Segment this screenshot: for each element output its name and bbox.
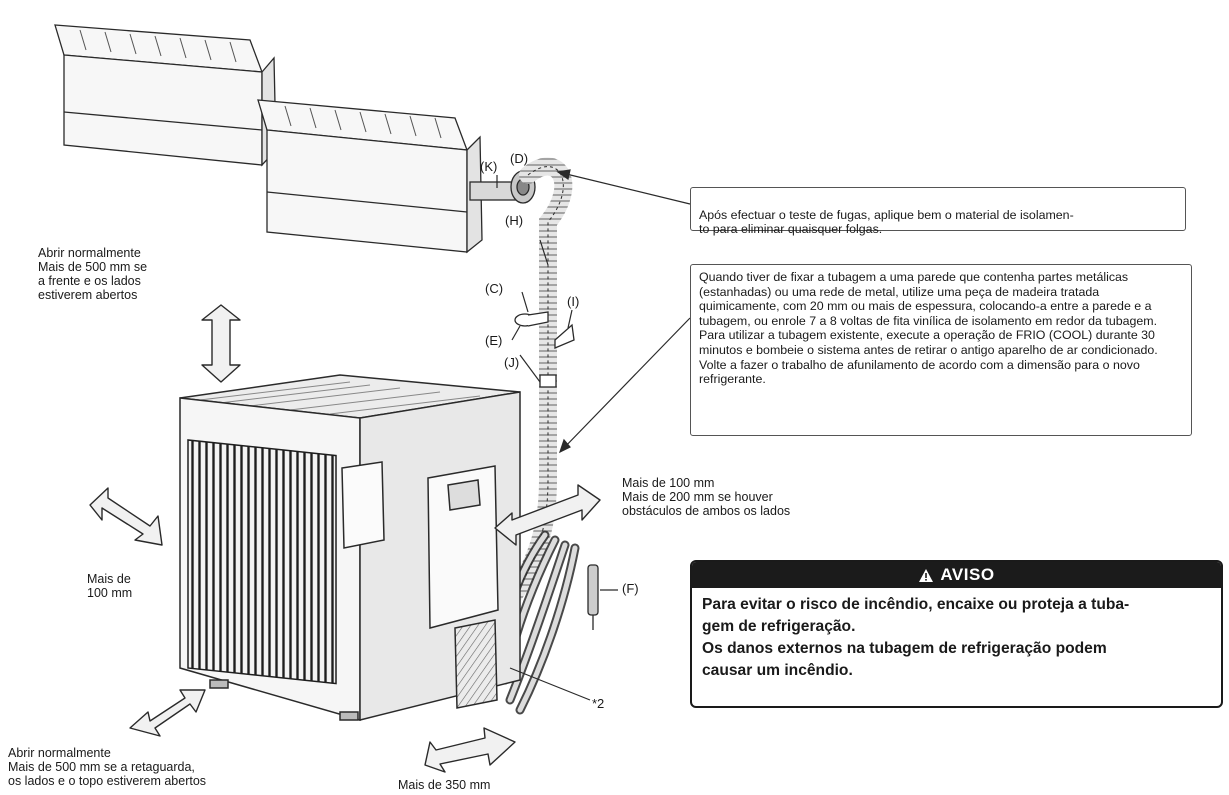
- warning-box: [690, 560, 1223, 708]
- piping-paragraph-1: Quando tiver de fixar a tubagem a uma parede que contenha partes metálicas (estanhadas) ou uma rede de metal, utilize uma peça de madeira tratada quimicamente, com 20 mm ou mais de espessura, colocando-a entre a parede e a tubagem, ou enrole 7 a 8 voltas de fita vinílica de isolamento em redor da tubagem.: [699, 270, 1158, 328]
- leak-test-callout: [690, 187, 1186, 237]
- clearance-right-label: Mais de 100 mm Mais de 200 mm se houver obstáculos de ambos os lados: [622, 476, 791, 518]
- part-label-K: (K): [480, 159, 498, 174]
- warning-line-4: causar um incêndio.: [702, 662, 853, 679]
- indoor-unit-right: [258, 100, 482, 252]
- warning-line-2: gem de refrigeração.: [702, 618, 856, 635]
- clearance-left-label: Mais de 100 mm: [87, 572, 133, 600]
- part-label-J: (J): [504, 355, 520, 370]
- leak-test-text: Após efectuar o teste de fugas, aplique bem o material de isolamen- to para eliminar quaisquer folgas.: [699, 207, 1074, 237]
- warning-line-1: Para evitar o risco de incêndio, encaixe ou proteja a tuba-: [702, 596, 1130, 613]
- part-label-H: (H): [505, 213, 524, 228]
- warning-line-3: Os danos externos na tubagem de refrigeração podem: [702, 640, 1107, 657]
- warning-triangle-icon: [918, 568, 934, 583]
- fitting-F: [588, 565, 598, 630]
- clearance-top-label: Abrir normalmente Mais de 500 mm se a frente e os lados estiverem abertos: [38, 246, 148, 302]
- piping-callout: [690, 264, 1192, 436]
- outdoor-unit: [180, 375, 520, 720]
- part-label-I: (I): [567, 294, 580, 309]
- part-label-E: (E): [485, 333, 503, 348]
- warning-title: AVISO: [940, 565, 995, 584]
- clearance-rear-label: Abrir normalmente Mais de 500 mm se a retaguarda, os lados e o topo estiverem abertos: [8, 746, 207, 788]
- piping-paragraph-2: Para utilizar a tubagem existente, execute a operação de FRIO (COOL) durante 30 minutos e bombeie o sistema antes de retirar o antigo aparelho de ar condicionado. Volte a fazer o trabalho de afunilamento de acordo com a dimensão para o novo refrigerante.: [699, 328, 1158, 387]
- clearance-front-label: Mais de 350 mm: [398, 778, 491, 792]
- note-2-label: *2: [592, 696, 605, 711]
- part-label-C: (C): [485, 281, 504, 296]
- warning-body: [692, 588, 1221, 688]
- part-label-D: (D): [510, 151, 529, 166]
- indoor-unit-left: [55, 25, 276, 165]
- warning-header: [692, 562, 1221, 588]
- part-label-F: (F): [622, 581, 639, 596]
